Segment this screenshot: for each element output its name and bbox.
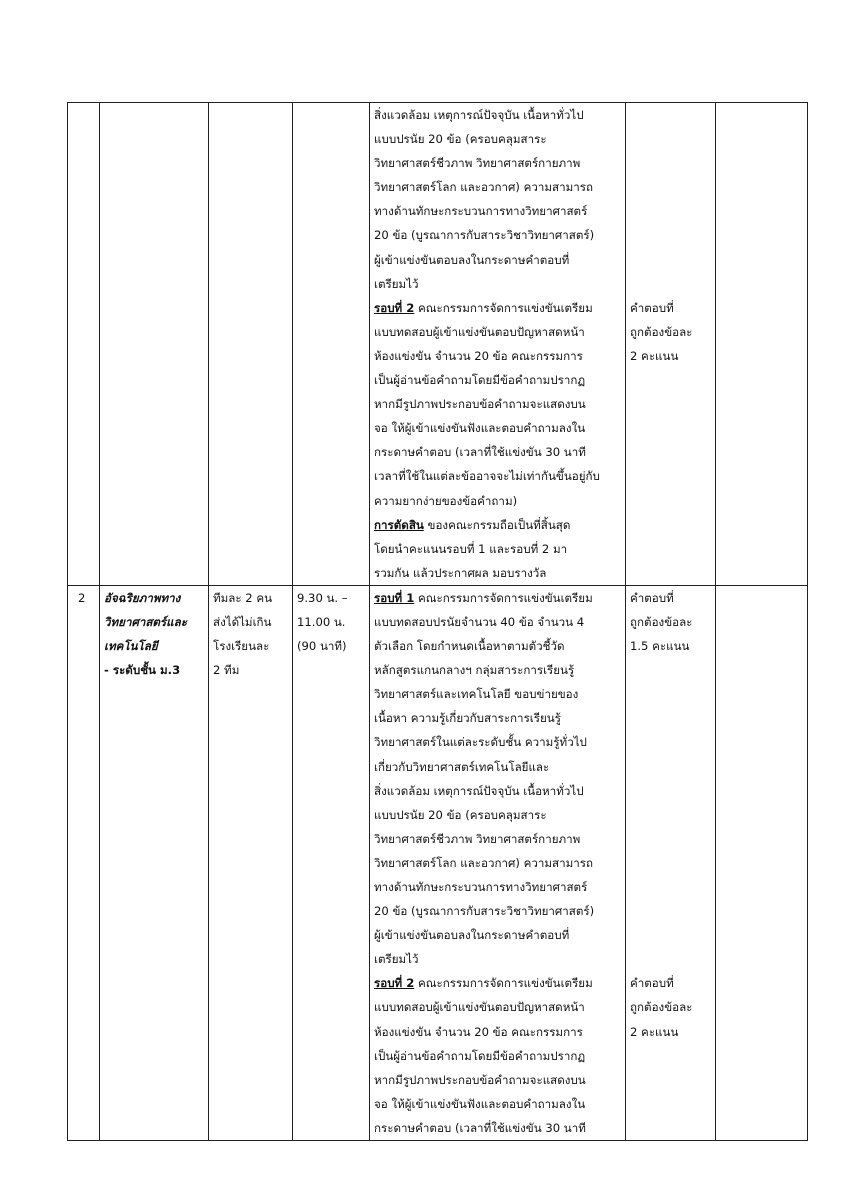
score-line: คำตอบที่ bbox=[630, 590, 674, 605]
text-line: เวลาที่ใช้ในแต่ละข้ออาจจะไม่เท่ากันขึ้นอยู่กับ bbox=[374, 469, 600, 484]
judging-first-text: ของคณะกรรมถือเป็นที่สิ้นสุด bbox=[423, 517, 571, 532]
text-line: วิทยาศาสตร์โลก และอวกาศ) ความสามารถ bbox=[374, 855, 593, 870]
text-line: แบบทดสอบปรนัยจำนวน 40 ข้อ จำนวน 4 bbox=[374, 614, 585, 629]
text-line: กระดาษคำตอบ (เวลาที่ใช้แข่งขัน 30 นาที bbox=[374, 1120, 586, 1135]
judging-heading-line bbox=[374, 513, 621, 537]
cell-title bbox=[100, 585, 209, 1140]
competition-rules-table bbox=[67, 102, 808, 1141]
text-line: จอ ให้ผู้เข้าแข่งขันฟังและตอบคำถามลงใน bbox=[374, 421, 586, 436]
cell-team-empty bbox=[209, 103, 293, 586]
text-line: สิ่งแวดล้อม เหตุการณ์ปัจจุบัน เนื้อหาทั่วไป bbox=[374, 108, 584, 122]
text-line: เป็นผู้อ่านข้อคำถามโดยมีข้อคำถามปรากฏ bbox=[374, 373, 586, 388]
time-line: 9.30 น. – bbox=[297, 590, 348, 605]
score-line: 2 คะแนน bbox=[630, 348, 679, 363]
text-line: แบบทดสอบผู้เข้าแข่งขันตอบปัญหาสดหน้า bbox=[374, 1000, 585, 1015]
cell-title-empty bbox=[100, 103, 209, 586]
round2-heading-line bbox=[374, 296, 621, 320]
text-line: โดยนำคะแนนรอบที่ 1 และรอบที่ 2 มา bbox=[374, 541, 568, 556]
round1-label: รอบที่ 1 bbox=[374, 590, 415, 605]
text-line: รวมกัน แล้วประกาศผล มอบรางวัล bbox=[374, 565, 547, 580]
text-line: วิทยาศาสตร์โลก และอวกาศ) ความสามารถ bbox=[374, 180, 593, 195]
text-line: แบบปรนัย 20 ข้อ (ครอบคลุมสาระ bbox=[374, 132, 547, 147]
cell-number-empty bbox=[68, 103, 100, 586]
round1-first-text: คณะกรรมการจัดการแข่งขันเตรียม bbox=[414, 590, 593, 605]
team-line: 2 ทีม bbox=[213, 663, 240, 678]
text-line: ทางด้านทักษะกระบวนการทางวิทยาศาสตร์ bbox=[374, 204, 588, 219]
score-line: คำตอบที่ bbox=[630, 300, 674, 315]
cell-remark-empty bbox=[716, 103, 808, 586]
table-row-2 bbox=[68, 585, 808, 1140]
text-line: เป็นผู้อ่านข้อคำถามโดยมีข้อคำถามปรากฏ bbox=[374, 1048, 586, 1063]
text-line: กระดาษคำตอบ (เวลาที่ใช้แข่งขัน 30 นาที bbox=[374, 445, 586, 460]
cell-scoring bbox=[626, 585, 716, 1140]
round1-heading-line bbox=[374, 586, 621, 610]
cell-description bbox=[370, 585, 626, 1140]
text-line: ผู้เข้าแข่งขันตอบลงในกระดาษคำตอบที่ bbox=[374, 252, 570, 267]
text-line: ผู้เข้าแข่งขันตอบลงในกระดาษคำตอบที่ bbox=[374, 928, 570, 943]
text-line: ห้องแข่งขัน จำนวน 20 ข้อ คณะกรรมการ bbox=[374, 1024, 583, 1039]
round2-first-text: คณะกรรมการจัดการแข่งขันเตรียม bbox=[414, 300, 593, 315]
text-line: หลักสูตรแกนกลางฯ กลุ่มสาระการเรียนรู้ bbox=[374, 663, 575, 678]
text-line: ทางด้านทักษะกระบวนการทางวิทยาศาสตร์ bbox=[374, 880, 588, 894]
cell-remark-empty bbox=[716, 585, 808, 1140]
text-line: 20 ข้อ (บูรณาการกับสาระวิชาวิทยาศาสตร์) bbox=[374, 904, 595, 919]
text-line: แบบทดสอบผู้เข้าแข่งขันตอบปัญหาสดหน้า bbox=[374, 324, 585, 339]
round2-label: รอบที่ 2 bbox=[374, 300, 415, 315]
text-line: หากมีรูปภาพประกอบข้อคำถามจะแสดงบน bbox=[374, 1072, 586, 1087]
cell-number bbox=[68, 585, 100, 1140]
row-number: 2 bbox=[78, 590, 86, 605]
judging-label: การตัดสิน bbox=[374, 517, 424, 532]
title-line: เทคโนโลยี bbox=[104, 639, 158, 654]
text-line: วิทยาศาสตร์และเทคโนโลยี ขอบข่ายของ bbox=[374, 687, 579, 702]
score-line: 1.5 คะแนน bbox=[630, 639, 690, 654]
text-line: เตรียมไว้ bbox=[374, 952, 419, 967]
cell-time bbox=[293, 585, 370, 1140]
cell-team bbox=[209, 585, 293, 1140]
round2-label: รอบที่ 2 bbox=[374, 976, 415, 991]
team-line: โรงเรียนละ bbox=[213, 639, 270, 654]
cell-description bbox=[370, 103, 626, 586]
score-line: ถูกต้องข้อละ bbox=[630, 324, 693, 339]
text-line: วิทยาศาสตร์ชีวภาพ วิทยาศาสตร์กายภาพ bbox=[374, 831, 581, 846]
text-line: 20 ข้อ (บูรณาการกับสาระวิชาวิทยาศาสตร์) bbox=[374, 228, 595, 243]
cell-scoring bbox=[626, 103, 716, 586]
text-line: วิทยาศาสตร์ชีวภาพ วิทยาศาสตร์กายภาพ bbox=[374, 156, 581, 171]
text-line: เนื้อหา ความรู้เกี่ยวกับสาระการเรียนรู้ bbox=[374, 711, 561, 726]
text-line: แบบปรนัย 20 ข้อ (ครอบคลุมสาระ bbox=[374, 807, 547, 822]
text-line: จอ ให้ผู้เข้าแข่งขันฟังและตอบคำถามลงใน bbox=[374, 1096, 586, 1111]
text-line: เกี่ยวกับวิทยาศาสตร์เทคโนโลยีและ bbox=[374, 759, 550, 774]
score-line: คำตอบที่ bbox=[630, 976, 674, 991]
time-line: (90 นาที) bbox=[297, 639, 347, 654]
level-line: - ระดับชั้น ม.3 bbox=[104, 663, 181, 678]
text-line: สิ่งแวดล้อม เหตุการณ์ปัจจุบัน เนื้อหาทั่วไป bbox=[374, 783, 584, 798]
title-line: อัจฉริยภาพทาง bbox=[104, 590, 181, 605]
title-line: วิทยาศาสตร์และ bbox=[104, 614, 187, 629]
text-line: ตัวเลือก โดยกำหนดเนื้อหาตามตัวชี้วัด bbox=[374, 639, 565, 654]
time-line: 11.00 น. bbox=[297, 614, 346, 629]
cell-time-empty bbox=[293, 103, 370, 586]
team-line: ส่งได้ไม่เกิน bbox=[213, 614, 272, 629]
text-line: หากมีรูปภาพประกอบข้อคำถามจะแสดงบน bbox=[374, 397, 586, 412]
text-line: วิทยาศาสตร์ในแต่ละระดับชั้น ความรู้ทั่วไป bbox=[374, 735, 587, 750]
text-line: ห้องแข่งขัน จำนวน 20 ข้อ คณะกรรมการ bbox=[374, 348, 583, 363]
score-line: ถูกต้องข้อละ bbox=[630, 1000, 693, 1015]
round2-first-text: คณะกรรมการจัดการแข่งขันเตรียม bbox=[414, 976, 593, 991]
score-line: ถูกต้องข้อละ bbox=[630, 614, 693, 629]
round2-heading-line bbox=[374, 971, 621, 995]
score-line: 2 คะแนน bbox=[630, 1024, 679, 1039]
text-line: เตรียมไว้ bbox=[374, 276, 419, 291]
text-line: ความยากง่ายของข้อคำถาม) bbox=[374, 493, 518, 508]
table-row-continuation bbox=[68, 103, 808, 586]
team-line: ทีมละ 2 คน bbox=[213, 590, 273, 605]
